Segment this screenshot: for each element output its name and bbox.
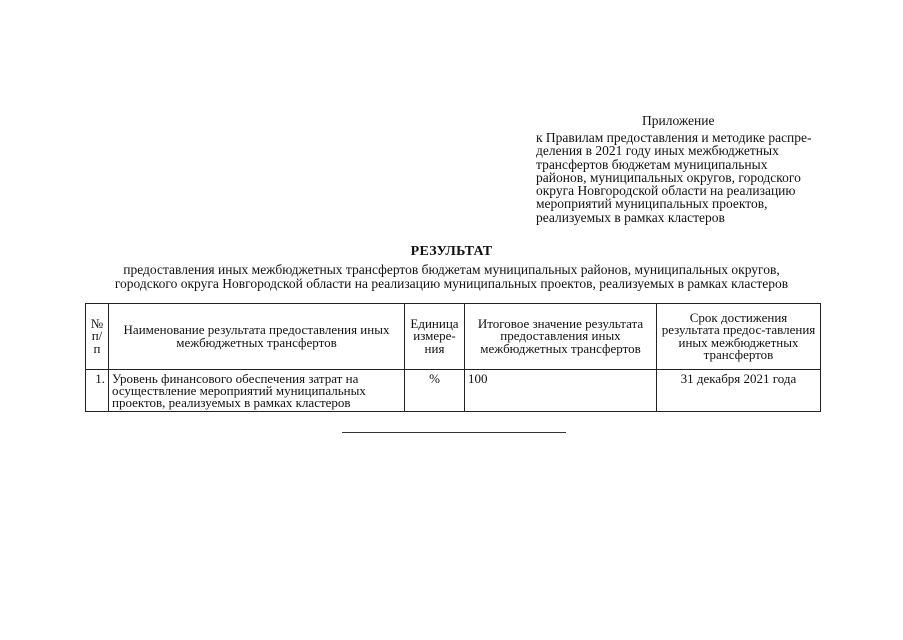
- row-unit: %: [405, 370, 465, 412]
- document-subtitle: [0, 263, 903, 290]
- subtitle-line-1: предоставления иных межбюджетных трансфертов бюджетам муниципальных районов, муниципальных округов,: [123, 262, 780, 277]
- appendix-line: округа Новгородской области на реализацию: [536, 183, 796, 199]
- appendix-heading: Приложение: [642, 113, 715, 128]
- table-row: [86, 370, 821, 412]
- appendix-line: районов, муниципальных округов, городского: [536, 169, 801, 185]
- appendix-line: к Правилам предоставления и методике распре-: [536, 130, 812, 145]
- result-table: [85, 303, 821, 412]
- header-final-value: Итоговое значение результата предоставления иных межбюджетных трансфертов: [465, 304, 657, 370]
- row-deadline: 31 декабря 2021 года: [657, 370, 821, 412]
- header-deadline: Срок достижения результата предос-тавления иных межбюджетных трансфертов: [657, 304, 821, 370]
- row-number: 1.: [86, 370, 109, 412]
- row-final-value: 100: [465, 370, 657, 412]
- subtitle-line-2: городского округа Новгородской области на реализацию муниципальных проектов, реализуемых в рамках кластеров: [114, 275, 789, 291]
- closing-divider: [342, 432, 566, 433]
- row-result-name: Уровень финансового обеспечения затрат на осуществление мероприятий муниципальных проектов, реализуемых в рамках кластеров: [109, 370, 405, 412]
- appendix-line: мероприятий муниципальных проектов,: [536, 196, 768, 212]
- header-unit: Единица измере-ния: [405, 304, 465, 370]
- table-header-row: [86, 304, 821, 370]
- document-title: РЕЗУЛЬТАТ: [410, 244, 493, 259]
- appendix-line: деления в 2021 году иных межбюджетных: [536, 143, 779, 159]
- appendix-text: [536, 131, 836, 224]
- appendix-line: трансфертов бюджетам муниципальных: [536, 156, 768, 172]
- header-number: № п/п: [86, 304, 109, 370]
- header-result-name: Наименование результата предоставления иных межбюджетных трансфертов: [109, 304, 405, 370]
- appendix-line: реализуемых в рамках кластеров: [536, 209, 725, 225]
